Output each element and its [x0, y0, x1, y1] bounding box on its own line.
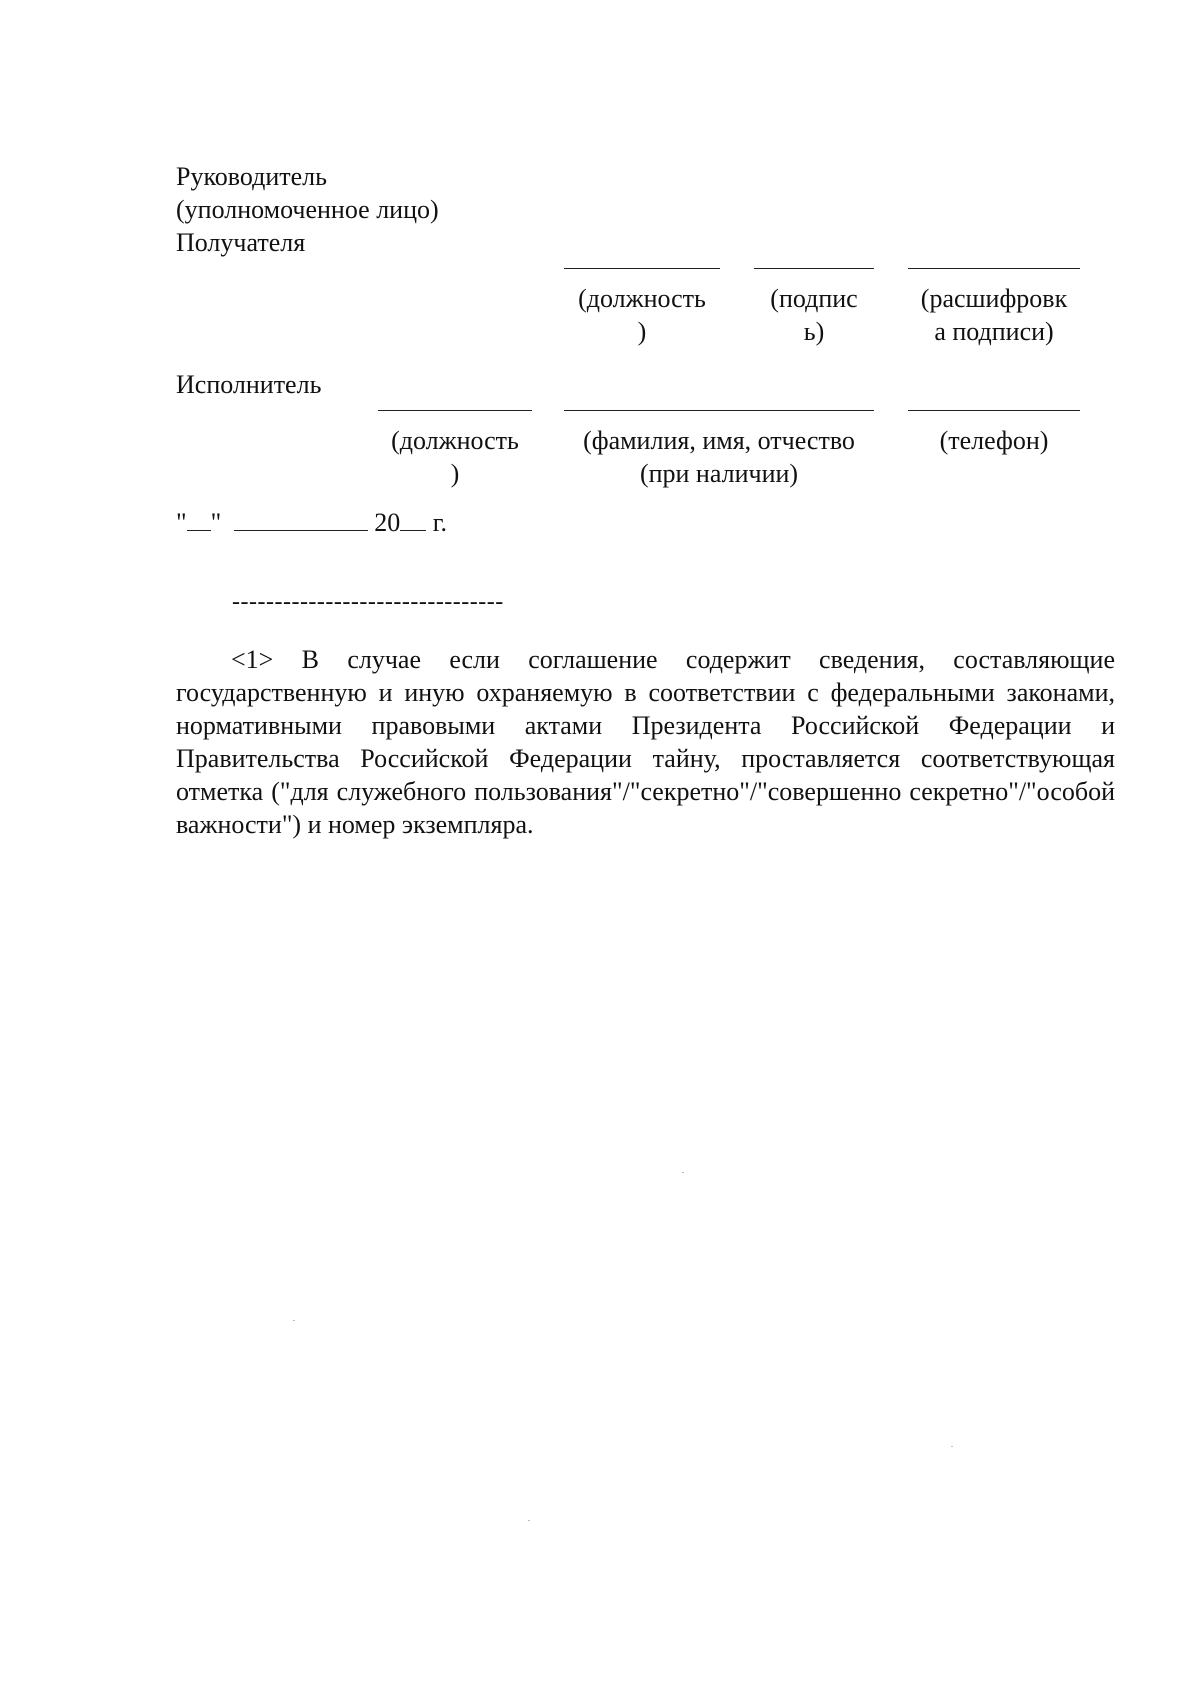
executor-label: Исполнитель [176, 370, 322, 399]
day-blank [187, 506, 211, 531]
recipient-position-line [564, 268, 720, 269]
year-blank [400, 506, 426, 531]
year-suffix: г. [432, 508, 447, 537]
executor-position-line [378, 410, 532, 411]
executor-name-caption: (фамилия, имя, отчество (при наличии) [583, 426, 855, 488]
month-blank [234, 506, 368, 531]
recipient-signature-decoding-line [908, 268, 1080, 269]
scan-speck [682, 1172, 684, 1173]
recipient-signature-line [754, 268, 874, 269]
recipient-signature-caption: (подпис ь) [770, 284, 858, 346]
executor-phone-caption: (телефон) [939, 426, 1049, 455]
date-open-quote: " [176, 508, 187, 537]
footnote-text: <1> В случае если соглашение содержит сведения, составляющие государственную и иную охраняемую в соответствии с федеральными законами, нормативными правовыми актами Президента Российской Федерации и Правительства Российской Федерации тайну, проставляется соответствующая отметка ("для служебного пользования"/"секретно"/"совершенно секретно"/"особой важности") и номер экземпляра. [176, 645, 1115, 839]
executor-name-line [564, 410, 874, 411]
recipient-head-line3: Получателя [176, 228, 306, 257]
footnote-separator: -------------------------------- [232, 589, 504, 615]
scan-speck [951, 1446, 953, 1447]
executor-phone-line [908, 410, 1080, 411]
recipient-position-caption: (должность ) [578, 284, 706, 346]
recipient-signature-decoding-caption: (расшифровк а подписи) [920, 284, 1068, 346]
date-close-quote: " [210, 508, 222, 537]
executor-position-caption: (должность ) [391, 426, 519, 488]
recipient-head-line1: Руководитель [176, 162, 327, 191]
year-prefix: 20 [374, 508, 401, 537]
recipient-head-line2: (уполномоченное лицо) [176, 195, 439, 224]
date-line [176, 506, 447, 539]
scan-speck [293, 1320, 295, 1321]
scan-speck [528, 1520, 530, 1521]
